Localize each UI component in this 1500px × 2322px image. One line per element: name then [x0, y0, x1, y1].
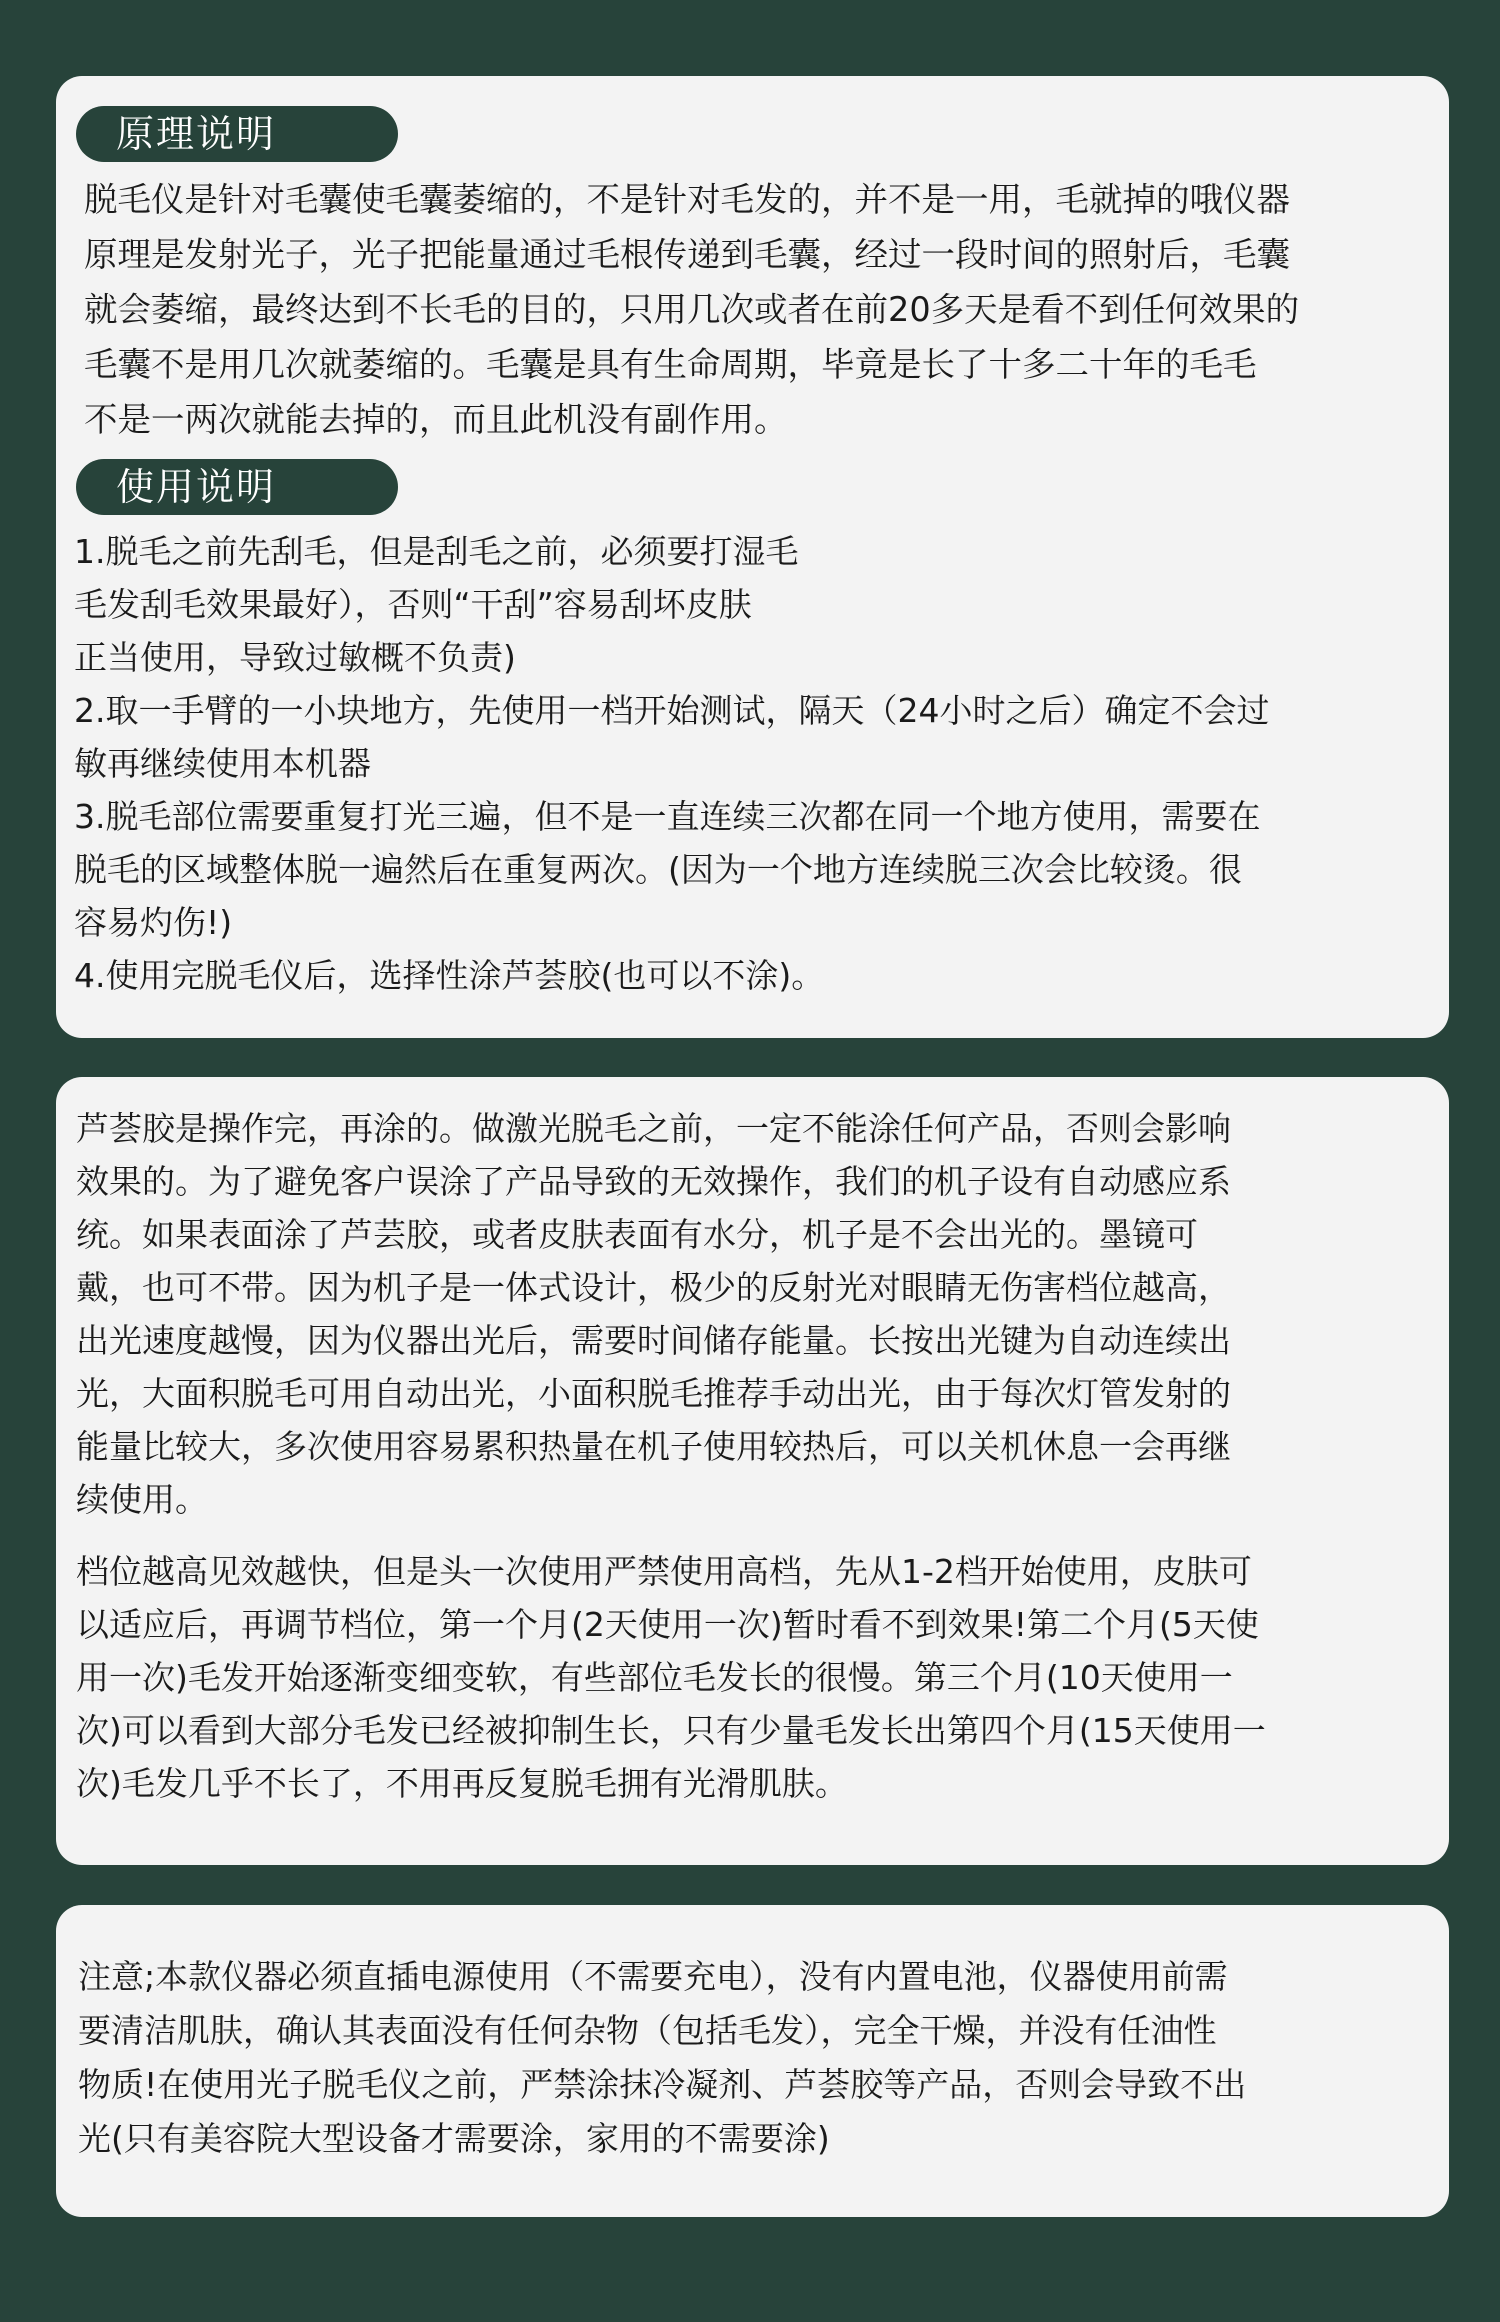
usage-line: 脱毛的区域整体脱一遍然后在重复两次。(因为一个地方连续脱三次会比较烫。很 [74, 850, 1242, 889]
gear-line: 次)毛发几乎不长了，不用再反复脱毛拥有光滑肌肤。 [76, 1764, 848, 1803]
usage-line: 4.使用完脱毛仪后，选择性涂芦荟胶(也可以不涂)。 [74, 956, 825, 995]
gear-line: 档位越高见效越快，但是头一次使用严禁使用高档，先从1-2档开始使用，皮肤可 [76, 1552, 1252, 1591]
instructions-card [56, 76, 1449, 1038]
aloe-line: 续使用。 [76, 1480, 208, 1519]
principle-line: 就会萎缩，最终达到不长毛的目的，只用几次或者在前20多天是看不到任何效果的 [84, 290, 1300, 329]
aloe-line: 能量比较大，多次使用容易累积热量在机子使用较热后，可以关机休息一会再继 [76, 1427, 1231, 1466]
aloe-line: 芦荟胶是操作完，再涂的。做激光脱毛之前，一定不能涂任何产品，否则会影响 [76, 1109, 1231, 1148]
gear-line: 次)可以看到大部分毛发已经被抑制生长，只有少量毛发长出第四个月(15天使用一 [76, 1711, 1266, 1750]
aloe-line: 戴，也可不带。因为机子是一体式设计，极少的反射光对眼睛无伤害档位越高， [76, 1268, 1231, 1307]
principle-line: 毛囊不是用几次就萎缩的。毛囊是具有生命周期，毕竟是长了十多二十年的毛毛 [84, 345, 1257, 384]
usage-section-title: 使用说明 [76, 459, 398, 515]
usage-line: 正当使用，导致过敏概不负责) [74, 638, 516, 677]
notice-line: 要清洁肌肤，确认其表面没有任何杂物（包括毛发），完全干燥，并没有任油性 [78, 2011, 1217, 2050]
aloe-gel-card [56, 1077, 1449, 1865]
usage-line: 容易灼伤!) [74, 903, 233, 942]
usage-line: 1.脱毛之前先刮毛，但是刮毛之前，必须要打湿毛 [74, 532, 799, 571]
principle-line: 脱毛仪是针对毛囊使毛囊萎缩的，不是针对毛发的，并不是一用，毛就掉的哦仪器 [84, 180, 1290, 219]
principle-section-title: 原理说明 [76, 106, 398, 162]
notice-line: 注意;本款仪器必须直插电源使用（不需要充电），没有内置电池，仪器使用前需 [78, 1957, 1228, 1996]
aloe-line: 效果的。为了避免客户误涂了产品导致的无效操作，我们的机子设有自动感应系 [76, 1162, 1231, 1201]
aloe-line: 统。如果表面涂了芦芸胶，或者皮肤表面有水分，机子是不会出光的。墨镜可 [76, 1215, 1198, 1254]
aloe-line: 光，大面积脱毛可用自动出光，小面积脱毛推荐手动出光，由于每次灯管发射的 [76, 1374, 1231, 1413]
notice-line: 物质!在使用光子脱毛仪之前，严禁涂抹冷凝剂、芦荟胶等产品，否则会导致不出 [78, 2065, 1247, 2104]
usage-line: 毛发刮毛效果最好），否则“干刮”容易刮坏皮肤 [74, 585, 752, 624]
principle-line: 原理是发射光子，光子把能量通过毛根传递到毛囊，经过一段时间的照射后，毛囊 [84, 235, 1290, 274]
gear-line: 以适应后，再调节档位，第一个月(2天使用一次)暂时看不到效果!第二个月(5天使 [76, 1605, 1259, 1644]
aloe-line: 出光速度越慢，因为仪器出光后，需要时间储存能量。长按出光键为自动连续出 [76, 1321, 1231, 1360]
usage-line: 2.取一手臂的一小块地方，先使用一档开始测试，隔天（24小时之后）确定不会过 [74, 691, 1270, 730]
notice-line: 光(只有美容院大型设备才需要涂，家用的不需要涂) [78, 2119, 830, 2158]
usage-line: 3.脱毛部位需要重复打光三遍，但不是一直连续三次都在同一个地方使用，需要在 [74, 797, 1261, 836]
gear-line: 用一次)毛发开始逐渐变细变软，有些部位毛发长的很慢。第三个月(10天使用一 [76, 1658, 1233, 1697]
usage-line: 敏再继续使用本机器 [74, 744, 371, 783]
notice-card [56, 1905, 1449, 2217]
principle-line: 不是一两次就能去掉的，而且此机没有副作用。 [84, 400, 788, 439]
